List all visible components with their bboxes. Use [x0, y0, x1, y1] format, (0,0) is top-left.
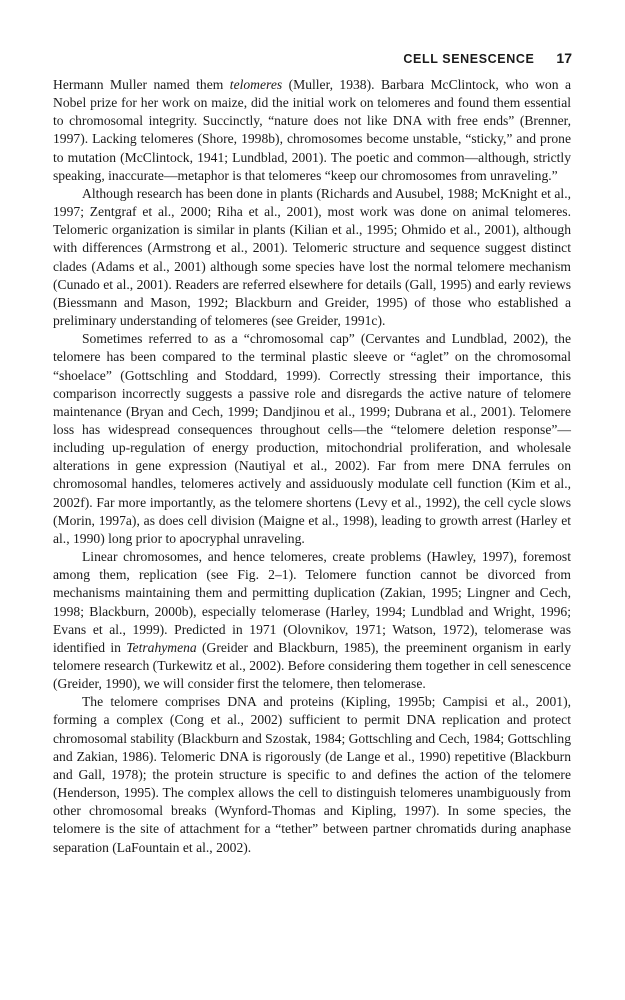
paragraph — [53, 76, 571, 185]
paragraph — [53, 548, 571, 693]
paragraph — [53, 330, 571, 548]
text-run: Linear chromosomes, and hence telomeres, create problems (Hawley, 1997), foremost among them, replication (see Fig. 2–1). Telomere function cannot be divorced from mechanisms maintaining them and permitting duplication (Zakian, 1995; Lingner and Cech, 1998; Blackburn, 2000b), especially telomerase (Harley, 1994; Lundblad and Wright, 1996; Evans et al., 1999). Predicted in 1971 (Olovnikov, 1971; Watson, 1972), telomerase was identified in — [53, 549, 571, 655]
chapter-title: CELL SENESCENCE — [403, 52, 535, 66]
body-text — [53, 76, 571, 857]
text-run: Although research has been done in plants (Richards and Ausubel, 1988; McKnight et al., 1997; Zentgraf et al., 2000; Riha et al., 2001), most work was done on animal telomeres. Telomeric organization is similar in plants (Kilian et al., 1995; Ohmido et al., 2001), although with differences (Armstrong et al., 2001). Telomeric structure and sequence suggest distinct clades (Adams et al., 2001) although some species have lost the normal telomere mechanism (Cunado et al., 2001). Readers are referred elsewhere for details (Gall, 1995) and early reviews (Biessmann and Mason, 1992; Blackburn and Greider, 1995) of those who established a preliminary understanding of telomeres (see Greider, 1991c). — [53, 185, 571, 329]
text-run: The telomere comprises DNA and proteins (Kipling, 1995b; Campisi et al., 2001), forming a complex (Cong et al., 2002) sufficient to permit DNA replication and protect chromosomal stability (Blackburn and Szostak, 1984; Gottschling and Cech, 1984; Gottschling and Zakian, 1986). Telomeric DNA is rigorously (de Lange et al., 1990) repetitive (Blackburn and Gall, 1978); the protein structure is specific to and defines the action of the telomere (Henderson, 1995). The complex allows the cell to distinguish telomeres unambiguously from other chromosomal breaks (Wynford-Thomas and Kipling, 1997). In some species, the telomere is the site of attachment for a “tether” between partner chromatids during anaphase separation (LaFountain et al., 2002). — [53, 694, 572, 855]
italic-term: telomeres — [229, 77, 283, 92]
text-run: (Greider and Blackburn, 1985), the preeminent organism in early telomere research (Turkewitz et al., 2002). Before considering them together in cell senescence (Greider, 1990), we will consider first the telomere, then telomerase. — [53, 639, 571, 692]
running-header — [403, 50, 572, 66]
paragraph — [53, 693, 571, 856]
text-run: (Muller, 1938). Barbara McClintock, who won a Nobel prize for her work on maize, did the initial work on telomeres and found them essential to chromosomal integrity. Succinctly, “nature does not like DNA with free ends” (Brenner, 1997). Lacking telomeres (Shore, 1998b), chromosomes become unstable, “sticky,” and prone to mutation (McClintock, 1941; Lundblad, 2001). The poetic and common—although, strictly speaking, inaccurate—metaphor is that telomeres “keep our chromosomes from unraveling.” — [53, 77, 571, 183]
page-number: 17 — [556, 50, 572, 66]
text-run: Sometimes referred to as a “chromosomal cap” (Cervantes and Lundblad, 2002), the telomere has been compared to the terminal plastic sleeve or “aglet” on the chromosomal “shoelace” (Gottschling and Stoddard, 1999). Correctly stressing their importance, this comparison incorrectly suggests a passive role and disregards the active nature of telomere maintenance (Bryan and Cech, 1999; Dandjinou et al., 1999; Dubrana et al., 2001). Telomere loss has widespread consequences throughout cells—the “telomere deletion response”—including up-regulation of energy production, mitochondrial proliferation, and wholesale alterations in gene expression (Nautiyal et al., 2002). Far from mere DNA ferrules on chromosomal handles, telomeres actively and assiduously modulate cell function (Kim et al., 2002f). Far more importantly, as the telomere shortens (Levy et al., 1992), the cell cycle slows (Morin, 1997a), as does cell division (Maigne et al., 1998), leading to growth arrest (Harley et al., 1990) long prior to apocryphal unraveling. — [53, 331, 571, 546]
text-run: Hermann Muller named them — [53, 77, 230, 92]
italic-term: Tetrahymena — [126, 639, 197, 655]
paragraph — [53, 185, 571, 330]
